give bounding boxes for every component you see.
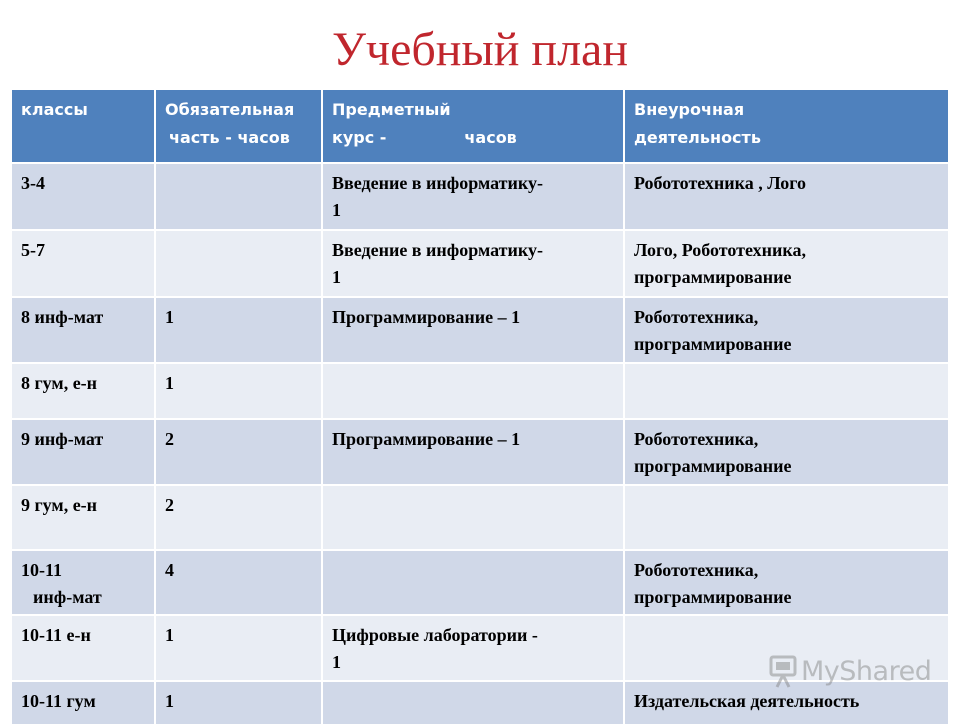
table-row [11,363,949,419]
cell-mandatory-hours [155,297,322,363]
cell-subject-course-line: 1 [332,267,341,287]
cell-extracurricular [624,163,949,230]
cell-extracurricular [624,419,949,485]
cell-mandatory-hours [155,363,322,419]
cell-mandatory-hours [155,419,322,485]
header-course-line1: Предметный [332,100,451,119]
cell-subject-course [322,163,624,230]
cell-extracurricular [624,485,949,550]
curriculum-table [10,88,950,726]
cell-class-line: 10-11 гум [21,691,96,711]
cell-class [11,297,155,363]
cell-class-line: инф-мат [33,587,102,607]
page-title: Учебный план [331,23,629,76]
cell-subject-course [322,419,624,485]
cell-subject-course-line: Введение в информатику- [332,240,543,260]
cell-subject-course-line: 1 [332,200,341,220]
cell-subject-course [322,230,624,297]
cell-mandatory-hours-value: 4 [165,560,174,580]
cell-class-line: 9 инф-мат [21,429,104,449]
cell-extracurricular-line: Робототехника, [634,560,759,580]
cell-subject-course [322,485,624,550]
header-extra-line1: Внеурочная [634,100,745,119]
header-mandatory-line1: Обязательная [165,100,295,119]
header-extracurricular [624,89,949,163]
cell-class [11,230,155,297]
table-row [11,297,949,363]
cell-subject-course [322,681,624,725]
cell-class-line: 5-7 [21,240,45,260]
header-classes [11,89,155,163]
header-extra-line2: деятельность [634,128,761,147]
cell-extracurricular [624,550,949,615]
cell-class [11,681,155,725]
cell-subject-course-line: Введение в информатику- [332,173,543,193]
cell-class [11,485,155,550]
cell-subject-course [322,363,624,419]
cell-class [11,550,155,615]
cell-mandatory-hours [155,615,322,681]
header-row [11,89,949,163]
cell-mandatory-hours-value: 2 [165,429,174,449]
cell-mandatory-hours [155,485,322,550]
cell-class-line: 9 гум, е-н [21,495,98,515]
cell-mandatory-hours [155,550,322,615]
cell-mandatory-hours [155,681,322,725]
cell-mandatory-hours-value: 1 [165,307,174,327]
cell-extracurricular [624,363,949,419]
cell-class-line: 10-11 [21,560,63,580]
cell-class-line: 3-4 [21,173,45,193]
cell-class-line: 8 инф-мат [21,307,104,327]
cell-subject-course [322,615,624,681]
cell-extracurricular-line: программирование [634,334,792,354]
cell-extracurricular-line: программирование [634,587,792,607]
cell-extracurricular-line: Робототехника, [634,307,759,327]
cell-subject-course-line: Программирование – 1 [332,307,521,327]
cell-subject-course-line: Программирование – 1 [332,429,521,449]
header-course-line2: курс - часов [332,128,517,147]
table-row [11,230,949,297]
cell-subject-course-line: Цифровые лаборатории - [332,625,538,645]
cell-class-line: 10-11 е-н [21,625,91,645]
cell-extracurricular-line: Лого, Робототехника, [634,240,806,260]
table-row [11,163,949,230]
cell-extracurricular [624,297,949,363]
cell-subject-course [322,297,624,363]
cell-extracurricular-line: программирование [634,267,792,287]
cell-extracurricular-line: Издательская деятельность [634,691,860,711]
header-subject-course [322,89,624,163]
table-row [11,485,949,550]
cell-mandatory-hours-value: 1 [165,373,174,393]
table-row [11,419,949,485]
cell-class [11,163,155,230]
cell-subject-course-line: 1 [332,652,341,672]
header-mandatory-hours [155,89,322,163]
cell-extracurricular [624,230,949,297]
myshared-watermark [769,654,932,692]
cell-mandatory-hours-value: 1 [165,691,174,711]
header-classes-line1: классы [21,100,88,119]
cell-class-line: 8 гум, е-н [21,373,98,393]
cell-mandatory-hours-value: 2 [165,495,174,515]
cell-class [11,363,155,419]
cell-mandatory-hours [155,230,322,297]
cell-class [11,615,155,681]
watermark-text: MyShared [801,656,932,687]
header-mandatory-line2: часть - часов [169,128,290,147]
cell-subject-course [322,550,624,615]
cell-extracurricular-line: Робототехника, [634,429,759,449]
cell-mandatory-hours [155,163,322,230]
cell-mandatory-hours-value: 1 [165,625,174,645]
table-row [11,550,949,615]
cell-extracurricular-line: Робототехника , Лого [634,173,806,193]
cell-extracurricular-line: программирование [634,456,792,476]
cell-class [11,419,155,485]
